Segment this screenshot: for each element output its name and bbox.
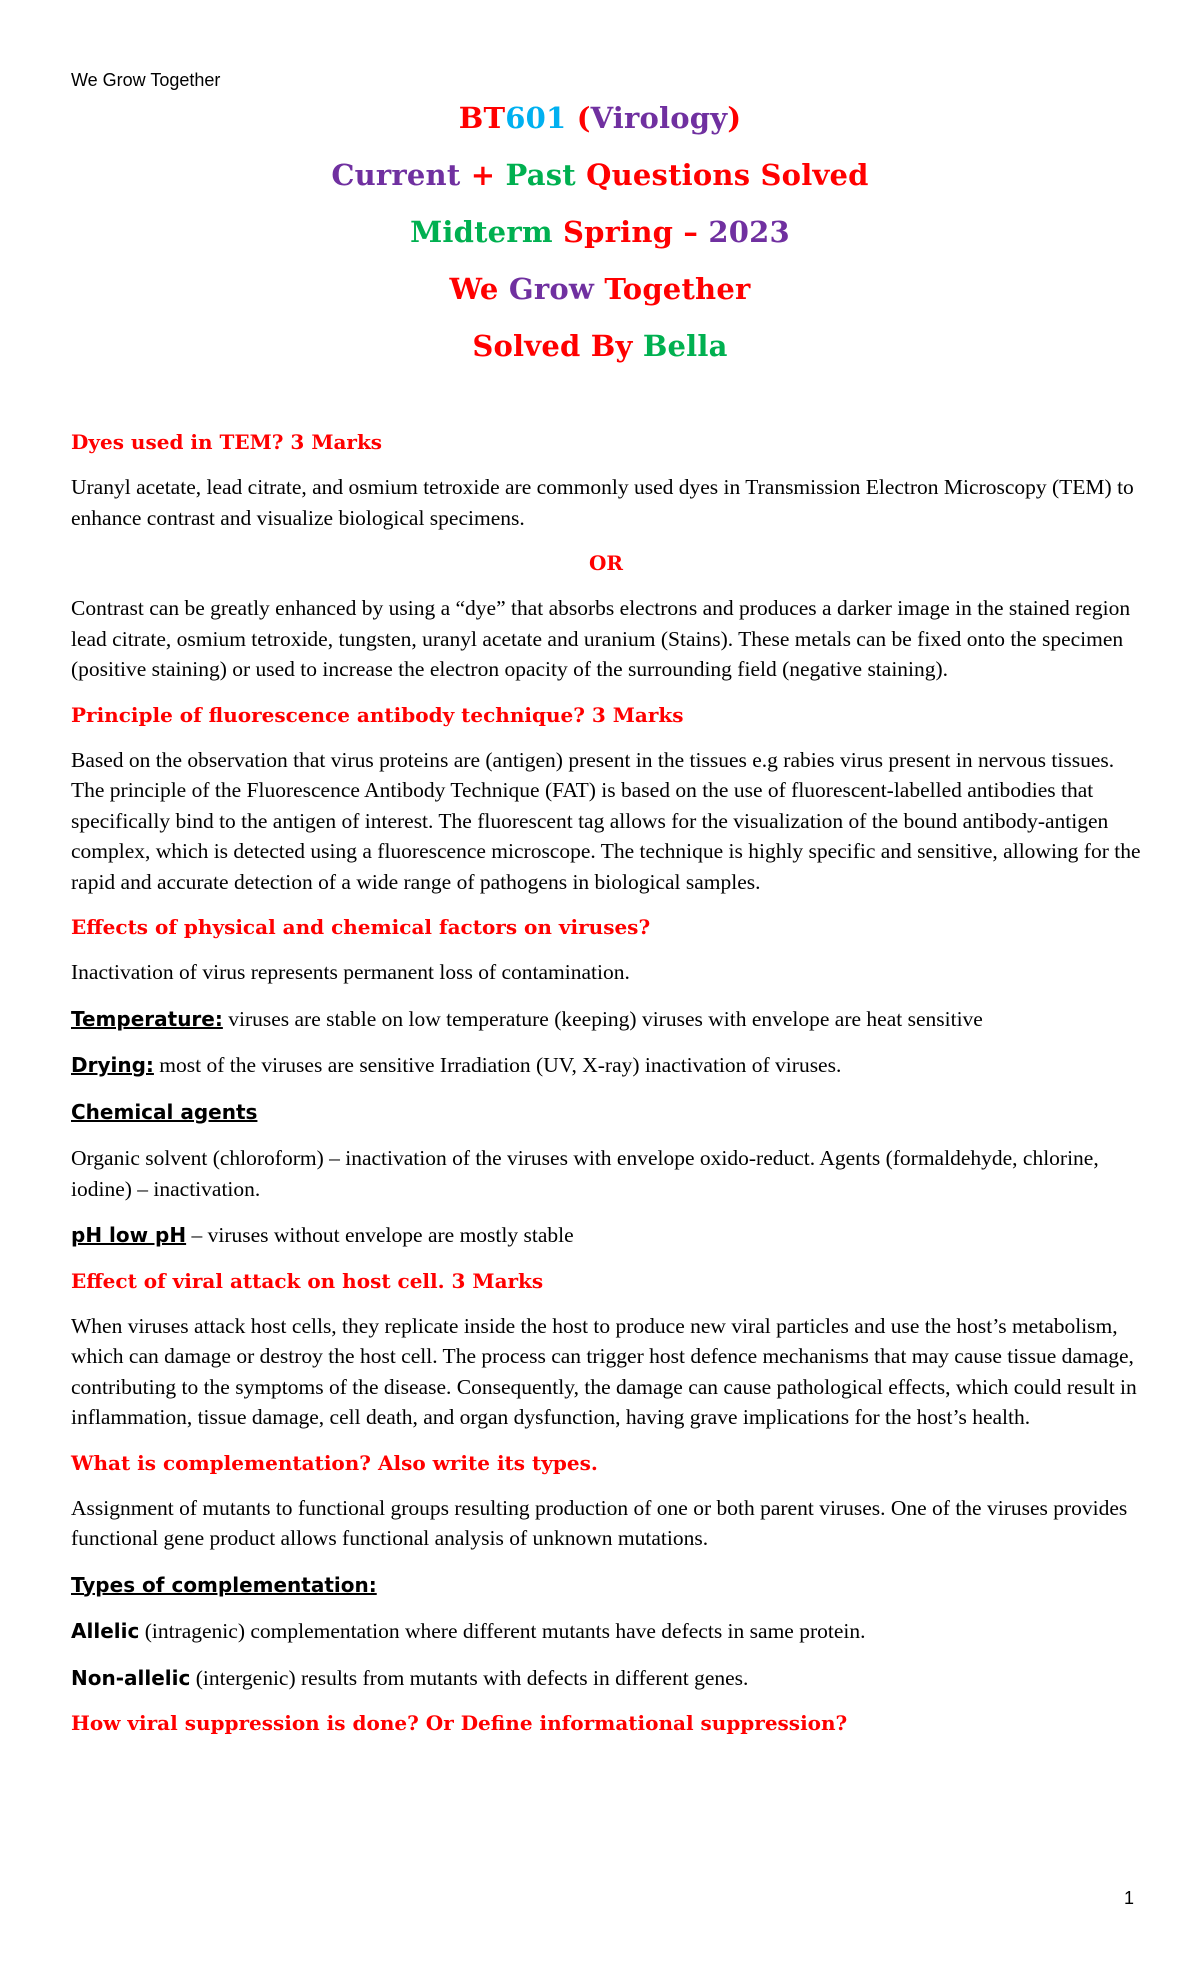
answer-paragraph: Uranyl acetate, lead citrate, and osmium tetroxide are commonly used dyes in Transmission Electron Microscopy (TEM) to enhance contrast and visualize biological specimens. xyxy=(71,475,1134,530)
title-segment: We xyxy=(449,272,509,306)
answer-paragraph: Assignment of mutants to functional groups resulting production of one or both parent viruses. One of the viruses provides functional gene product allows functional analysis of unknown mutations. xyxy=(71,1495,1128,1550)
term-text: most of the viruses are sensitive Irradiation (UV, X-ray) inactivation of viruses. xyxy=(153,1053,842,1077)
answer-paragraph: Organic solvent (chloroform) – inactivation of the viruses with envelope oxido-reduct. Agents (formaldehyde, chlorine, iodine) – inactivation. xyxy=(71,1146,1099,1201)
title-segment: Solved By xyxy=(472,329,643,363)
title-line-course xyxy=(0,96,1200,153)
type-non-allelic xyxy=(71,1663,1141,1694)
title-segment: ) xyxy=(727,101,742,135)
title-segment: 601 xyxy=(505,101,567,135)
title-segment: 2023 xyxy=(708,215,790,249)
answer-paragraph: Based on the observation that virus proteins are (antigen) present in the tissues e.g rabies virus present in nervous tissues. The principle of the Fluorescence Antibody Technique (FAT) is based on the use of fluorescent-labelled antibodies that specifically bind to the antigen of interest. The fluorescent tag allows for the visualization of the bound antibody-antigen complex, which is detected using a fluorescence microscope. The technique is highly specific and sensitive, allowing for the rapid and accurate detection of a wide range of pathogens in biological samples. xyxy=(71,747,1141,894)
title-line-term xyxy=(0,210,1200,267)
answer-paragraph: When viruses attack host cells, they replicate inside the host to produce new viral particles and use the host’s metabolism, which can damage or destroy the host cell. The process can trigger host defence mechanisms that may cause tissue damage, contributing to the symptoms of the disease. Consequently, the damage can cause pathological effects, which could result in inflammation, tissue damage, cell death, and organ dysfunction, having grave implications for the host’s health. xyxy=(71,1313,1137,1429)
header-note: We Grow Together xyxy=(71,70,221,90)
title-segment: + xyxy=(470,158,506,192)
term-label: Types of complementation: xyxy=(71,1572,377,1597)
title-segment xyxy=(566,101,576,135)
question-heading: How viral suppression is done? Or Define informational suppression? xyxy=(71,1711,848,1735)
factor-chemical-heading xyxy=(71,1097,1141,1128)
title-segment: Spring – xyxy=(563,215,709,249)
title-segment: Bella xyxy=(642,329,728,363)
answer-paragraph: Inactivation of virus represents permanent loss of contamination. xyxy=(71,960,630,984)
term-text: viruses are stable on low temperature (keeping) viruses with envelope are heat sensitive xyxy=(222,1006,983,1031)
title-segment: Midterm xyxy=(410,215,563,249)
question-heading: What is complementation? Also write its types. xyxy=(71,1450,598,1475)
title-block xyxy=(0,96,1200,381)
title-segment: ( xyxy=(576,101,591,135)
term-label: Allelic xyxy=(71,1619,140,1643)
title-segment: Grow xyxy=(508,272,605,306)
title-segment: Virology xyxy=(590,101,728,135)
title-line-motto xyxy=(0,267,1200,324)
types-heading xyxy=(71,1570,1141,1601)
term-label: Non-allelic xyxy=(71,1665,191,1690)
title-line-author xyxy=(0,324,1200,381)
document-content xyxy=(71,428,1141,1753)
term-label: Chemical agents xyxy=(71,1099,258,1124)
term-text: (intergenic) results from mutants with defects in different genes. xyxy=(190,1665,749,1690)
page-number: 1 xyxy=(1124,1888,1135,1908)
or-separator: OR xyxy=(588,551,624,575)
title-segment: Questions Solved xyxy=(586,158,869,192)
title-segment: Together xyxy=(604,272,751,306)
term-label: pH low pH xyxy=(71,1223,187,1247)
factor-drying xyxy=(71,1050,1141,1081)
answer-paragraph: Contrast can be greatly enhanced by using a “dye” that absorbs electrons and produces a darker image in the stained region lead citrate, osmium tetroxide, tungsten, uranyl acetate and uranium (Stains). These metals can be fixed onto the specimen (positive staining) or used to increase the electron opacity of the surrounding field (negative staining). xyxy=(71,596,1131,681)
term-label: Temperature: xyxy=(71,1006,223,1031)
question-heading: Principle of fluorescence antibody technique? 3 Marks xyxy=(71,702,684,727)
title-segment: Past xyxy=(505,158,587,192)
question-heading: Effects of physical and chemical factors on viruses? xyxy=(71,915,651,939)
title-line-subtitle xyxy=(0,153,1200,210)
term-text: – viruses without envelope are mostly stable xyxy=(186,1223,574,1247)
factor-ph xyxy=(71,1220,1141,1251)
factor-temperature xyxy=(71,1004,1141,1035)
term-text: (intragenic) complementation where different mutants have defects in same protein. xyxy=(139,1619,866,1643)
question-heading: Dyes used in TEM? 3 Marks xyxy=(71,430,383,454)
title-segment: BT xyxy=(458,101,506,135)
title-segment: Current xyxy=(331,158,471,192)
term-label: Drying: xyxy=(71,1053,154,1077)
question-heading: Effect of viral attack on host cell. 3 Marks xyxy=(71,1268,544,1293)
type-allelic xyxy=(71,1616,1141,1647)
